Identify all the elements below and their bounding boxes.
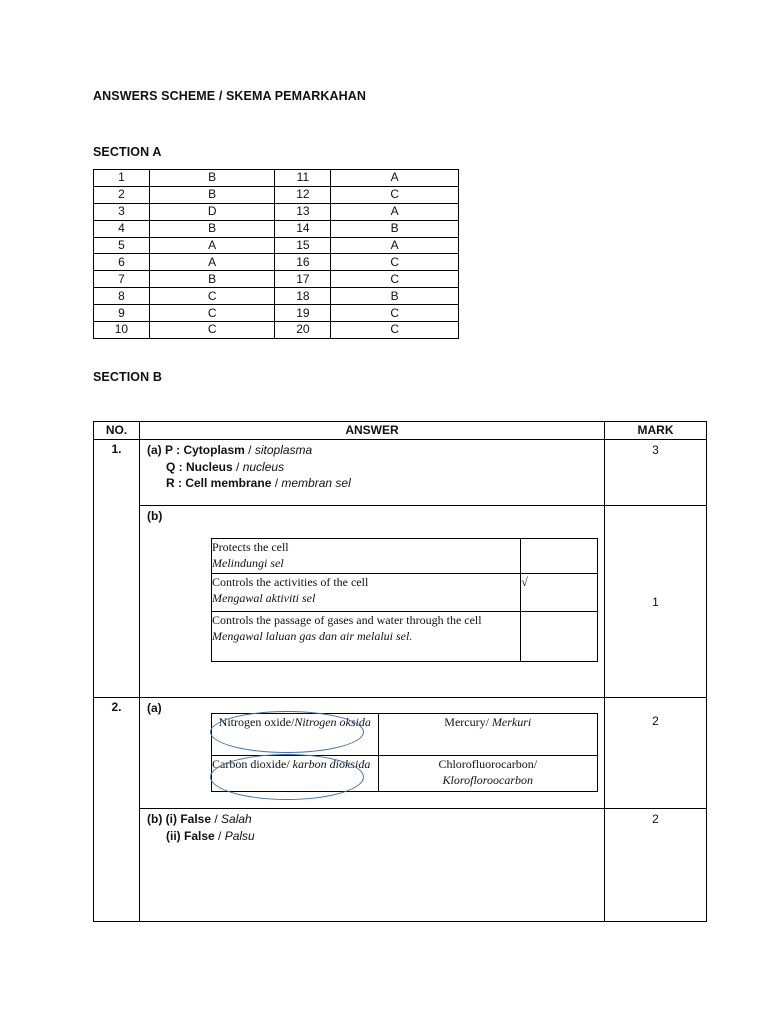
q1a-p-malay: sitoplasma (254, 443, 313, 457)
q1a-p-sep: / (244, 443, 255, 457)
section-b-heading: SECTION B (93, 370, 162, 384)
section-a-answer-table (93, 169, 459, 339)
q1b-option-3 (212, 612, 521, 662)
question-number-cell: 6 (94, 254, 150, 271)
question-number-cell: 7 (94, 271, 150, 288)
answer-letter-cell: B (149, 170, 275, 187)
answer-letter-cell: A (149, 254, 275, 271)
page-title: ANSWERS SCHEME / SKEMA PEMARKAHAN (93, 89, 366, 103)
answer-letter-cell: C (331, 186, 459, 203)
q2a-cell-mercury (378, 714, 597, 756)
q2b-i-label: (b) (i) False (147, 812, 212, 826)
question-number-cell: 10 (94, 322, 150, 339)
q1a-q-sep: / (232, 459, 243, 474)
section-a-row (94, 170, 459, 187)
q1a-q-label: Q : Nucleus (166, 459, 233, 474)
q2b-i-sep: / (211, 812, 222, 826)
answer-letter-cell: A (149, 237, 275, 254)
q1b-option-3-en: Controls the passage of gases and water through the cell (212, 613, 482, 627)
q1a-label: (a) (147, 443, 162, 457)
question-number-cell: 19 (275, 305, 331, 322)
answer-letter-cell: C (331, 305, 459, 322)
q1a-p-label: P : Cytoplasm (165, 443, 245, 457)
q1b-tick-3 (521, 612, 598, 662)
q2b-mark: 2 (605, 809, 707, 922)
q2b-i-malay: Salah (221, 812, 252, 826)
q2b-ii-sep: / (214, 828, 225, 843)
answer-letter-cell: B (149, 220, 275, 237)
section-a-row (94, 203, 459, 220)
q2a-carbon-dioxide-ms: karbon dioksida (292, 757, 371, 771)
q1b-option-1 (212, 539, 521, 574)
answer-letter-cell: A (331, 237, 459, 254)
question-number-cell: 8 (94, 288, 150, 305)
q1b-tick-2: √ (521, 574, 598, 612)
section-a-row (94, 288, 459, 305)
q2a-answer (140, 698, 605, 809)
question-number-cell: 14 (275, 220, 331, 237)
answer-letter-cell: B (331, 288, 459, 305)
q2a-mercury-ms: Merkuri (491, 715, 532, 729)
answer-letter-cell: A (331, 203, 459, 220)
q1b-options-table (211, 538, 598, 662)
q1b-option-1-en: Protects the cell (212, 540, 289, 554)
question-number-cell: 18 (275, 288, 331, 305)
q2a-mercury-en: Mercury/ (444, 715, 492, 729)
section-a-row (94, 271, 459, 288)
q2a-nitrogen-oxide-ms: Nitrogen oksida (294, 715, 371, 729)
circled-answer-oval-2 (210, 754, 364, 800)
q2a-carbon-dioxide-en: Carbon dioxide/ (212, 757, 293, 771)
answer-letter-cell: C (149, 288, 275, 305)
question-number-cell: 17 (275, 271, 331, 288)
answer-letter-cell: C (149, 305, 275, 322)
question-number-cell: 15 (275, 237, 331, 254)
q2a-nitrogen-oxide-en: Nitrogen oxide/ (218, 715, 295, 729)
question-number-cell: 1 (94, 170, 150, 187)
answer-letter-cell: D (149, 203, 275, 220)
q1a-r-sep: / (271, 476, 282, 490)
question-number-cell: 16 (275, 254, 331, 271)
answer-letter-cell: C (331, 254, 459, 271)
q2b-ii-malay: Palsu (224, 828, 255, 843)
q1a-mark: 3 (605, 440, 707, 506)
question-number-cell: 13 (275, 203, 331, 220)
section-a-row (94, 186, 459, 203)
section-a-row (94, 305, 459, 322)
q1b-option-2-ms: Mengawal aktiviti sel (212, 591, 316, 605)
header-mark: MARK (605, 422, 707, 440)
q2a-label: (a) (147, 701, 162, 715)
section-a-row (94, 220, 459, 237)
q1a-r-malay: membran sel (281, 476, 351, 490)
question-number-cell: 12 (275, 186, 331, 203)
q1b-mark: 1 (605, 506, 707, 698)
header-answer: ANSWER (140, 422, 605, 440)
q1-number: 1. (94, 440, 140, 698)
question-number-cell: 4 (94, 220, 150, 237)
answer-letter-cell: B (149, 186, 275, 203)
q1b-answer (140, 506, 605, 698)
header-no: NO. (94, 422, 140, 440)
answer-letter-cell: C (331, 271, 459, 288)
q1a-answer (140, 440, 605, 506)
q1b-option-1-ms: Melindungi sel (212, 556, 284, 570)
question-number-cell: 20 (275, 322, 331, 339)
q1b-option-2-en: Controls the activities of the cell (212, 575, 369, 589)
q2a-cfc-ms: Klorofloroocarbon (442, 773, 533, 787)
section-b-answer-table (93, 421, 707, 922)
section-a-row (94, 254, 459, 271)
q1b-label: (b) (147, 509, 163, 523)
circled-answer-oval-1 (210, 711, 364, 753)
answer-letter-cell: C (149, 322, 275, 339)
q1b-option-2 (212, 574, 521, 612)
question-number-cell: 5 (94, 237, 150, 254)
q2-number: 2. (94, 698, 140, 922)
answer-letter-cell: C (331, 322, 459, 339)
answer-letter-cell: B (149, 271, 275, 288)
question-number-cell: 2 (94, 186, 150, 203)
q1a-q-malay: nucleus (242, 459, 285, 474)
q2a-mark: 2 (605, 698, 707, 809)
answer-letter-cell: B (331, 220, 459, 237)
section-a-heading: SECTION A (93, 145, 162, 159)
q2b-ii-label: (ii) False (166, 828, 215, 843)
question-number-cell: 9 (94, 305, 150, 322)
section-a-row (94, 322, 459, 339)
q1b-tick-1 (521, 539, 598, 574)
q2a-cell-cfc (378, 756, 597, 792)
q1a-r-label: R : Cell membrane (166, 476, 272, 490)
answer-letter-cell: A (331, 170, 459, 187)
question-number-cell: 3 (94, 203, 150, 220)
question-number-cell: 11 (275, 170, 331, 187)
q2a-cfc-en: Chlorofluorocarbon/ (438, 757, 538, 771)
q1b-option-3-ms: Mengawal laluan gas dan air melalui sel. (212, 629, 413, 643)
section-a-row (94, 237, 459, 254)
q2b-answer (140, 809, 605, 922)
